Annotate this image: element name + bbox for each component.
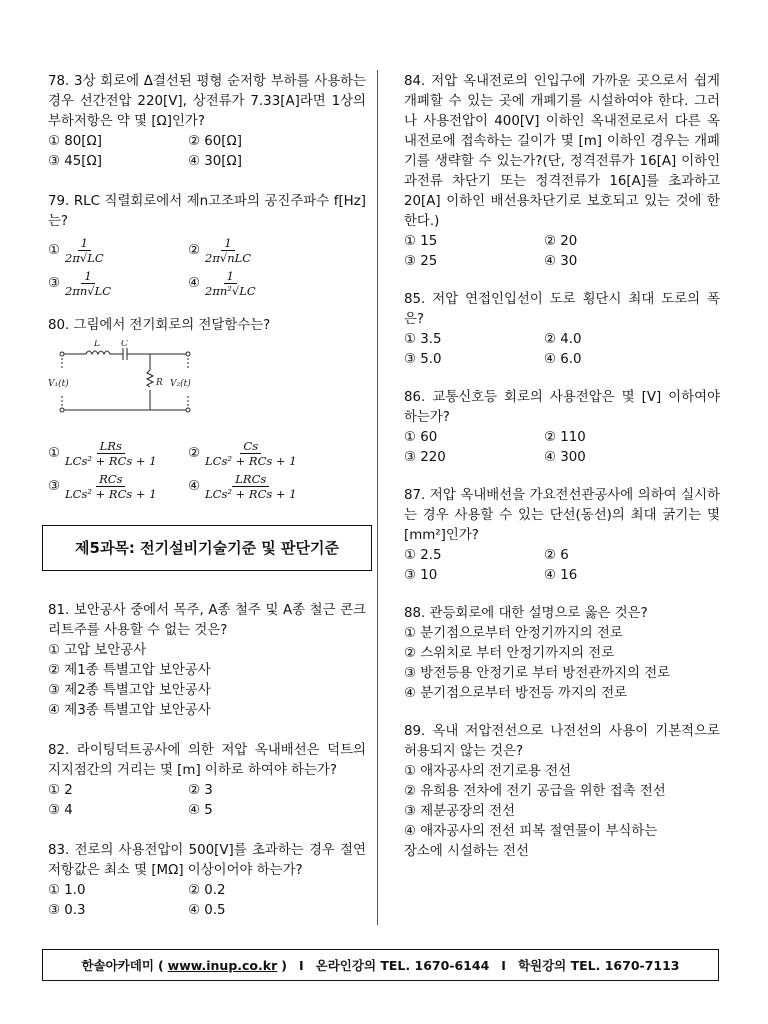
option-1[interactable]: ① 애자공사의 전기로용 전선 xyxy=(404,764,572,779)
option-mark: ② xyxy=(188,445,201,461)
numerator: RCs xyxy=(96,472,125,487)
denominator: 2π√nLC xyxy=(205,251,252,265)
option-3[interactable]: ③ 220 xyxy=(404,450,446,465)
option-4[interactable]: ④ 300 xyxy=(544,450,586,465)
option-1[interactable]: ① 분기점으로부터 안정기까지의 전로 xyxy=(404,626,623,641)
fraction xyxy=(202,472,300,501)
denominator: LCs² + RCs + 1 xyxy=(65,454,157,468)
option-4[interactable]: ④ 0.5 xyxy=(188,903,226,918)
option-list xyxy=(404,330,720,370)
option-4[interactable]: ④ 6.0 xyxy=(544,352,582,367)
option-2[interactable]: ② 3 xyxy=(188,783,213,798)
footer-separator: I xyxy=(501,957,506,973)
option-4[interactable] xyxy=(188,269,366,298)
question-text: 80. 그림에서 전기회로의 전달함수는? xyxy=(48,318,271,333)
numerator: Cs xyxy=(240,439,261,454)
denominator: LCs² + RCs + 1 xyxy=(205,487,297,501)
resistor-label: R xyxy=(156,378,163,388)
option-3[interactable]: ③ 4 xyxy=(48,803,73,818)
option-2[interactable]: ② 20 xyxy=(544,234,578,249)
option-2[interactable]: ② 제1종 특별고압 보안공사 xyxy=(48,663,211,678)
option-1[interactable]: ① 3.5 xyxy=(404,332,442,347)
option-list xyxy=(48,781,366,821)
right-column xyxy=(404,72,720,876)
input-voltage-label: V₁(t) xyxy=(48,379,69,389)
footer-website-link[interactable]: www.inup.co.kr xyxy=(167,957,278,973)
option-mark: ① xyxy=(48,445,61,461)
question-text: 81. 보안공사 중에서 목주, A종 철주 및 A종 철근 콘크리트주를 사용할 수 없는 것은? xyxy=(48,603,366,638)
left-column xyxy=(48,72,366,935)
section-title: 제5과목: 전기설비기술기준 및 판단기준 xyxy=(42,525,372,571)
option-2[interactable]: ② 스위치로 부터 안정기까지의 전로 xyxy=(404,646,615,661)
option-mark: ② xyxy=(188,242,201,258)
question-text: 85. 저압 연접인입선이 도로 횡단시 최대 도로의 폭은? xyxy=(404,292,720,327)
option-1[interactable]: ① 고압 보안공사 xyxy=(48,643,147,658)
option-1[interactable]: ① 60 xyxy=(404,430,438,445)
option-1[interactable]: ① 15 xyxy=(404,234,438,249)
option-2[interactable] xyxy=(188,439,366,468)
question-85 xyxy=(404,290,720,370)
question-text: 87. 저압 옥내배선을 가요전선관공사에 의하여 실시하는 경우 사용할 수 있는 단선(동선)의 최대 굵기는 몇 [mm²]인가? xyxy=(404,488,720,543)
denominator: LCs² + RCs + 1 xyxy=(205,454,297,468)
option-list xyxy=(48,881,366,921)
option-mark: ① xyxy=(48,242,61,258)
question-81 xyxy=(48,601,366,721)
option-list xyxy=(48,439,366,501)
question-86 xyxy=(404,388,720,468)
option-3[interactable]: ③ 5.0 xyxy=(404,352,442,367)
option-3[interactable]: ③ 10 xyxy=(404,568,438,583)
question-text: 88. 관등회로에 대한 설명으로 옳은 것은? xyxy=(404,606,648,621)
option-mark: ③ xyxy=(48,478,61,494)
option-1[interactable] xyxy=(48,439,188,468)
fraction xyxy=(202,439,300,468)
question-87 xyxy=(404,486,720,586)
option-1[interactable]: ① 1.0 xyxy=(48,883,86,898)
numerator: 1 xyxy=(81,269,94,284)
footer-separator: I xyxy=(298,957,304,973)
fraction xyxy=(202,236,254,265)
output-voltage-label: V₂(t) xyxy=(170,379,191,389)
question-text: 83. 전로의 사용전압이 500[V]를 초과하는 경우 절연저항값은 최소 몇 [MΩ] 이상이어야 하는가? xyxy=(48,843,366,878)
fraction xyxy=(202,269,259,298)
footer-brand: 한솔아카데미 xyxy=(81,958,154,973)
option-3[interactable]: ③ 0.3 xyxy=(48,903,86,918)
option-1[interactable] xyxy=(48,236,188,265)
option-2[interactable]: ② 4.0 xyxy=(544,332,582,347)
option-4[interactable] xyxy=(188,472,366,501)
option-3[interactable]: ③ 제2종 특별고압 보안공사 xyxy=(48,683,211,698)
question-79 xyxy=(48,192,366,298)
question-text: 79. RLC 직렬회로에서 제n고조파의 공진주파수 f[Hz]는? xyxy=(48,194,366,229)
option-4[interactable]: ④ 16 xyxy=(544,568,578,583)
question-text: 82. 라이팅덕트공사에 의한 저압 옥내배선은 덕트의 지지점간의 거리는 몇 [m] 이하로 하여야 하는가? xyxy=(48,743,366,778)
question-78 xyxy=(48,72,366,172)
option-1[interactable]: ① 80[Ω] xyxy=(48,134,102,149)
question-83 xyxy=(48,841,366,921)
denominator: 2πn√LC xyxy=(65,284,112,298)
option-2[interactable]: ② 유희용 전차에 전기 공급을 위한 접촉 전선 xyxy=(404,784,666,799)
numerator: 1 xyxy=(224,269,237,284)
inductor-symbol xyxy=(86,351,110,354)
numerator: LRCs xyxy=(232,472,269,487)
numerator: 1 xyxy=(78,236,91,251)
option-3[interactable]: ③ 25 xyxy=(404,254,438,269)
denominator: 2π√LC xyxy=(65,251,104,265)
option-2[interactable] xyxy=(188,236,366,265)
option-3[interactable]: ③ 45[Ω] xyxy=(48,154,102,169)
option-list xyxy=(48,132,366,172)
fraction xyxy=(62,472,160,501)
option-4[interactable]: ④ 애자공사의 전선 피복 절연물이 부식하는 장소에 시설하는 전선 xyxy=(404,824,658,859)
question-88 xyxy=(404,604,720,704)
option-2[interactable]: ② 6 xyxy=(544,548,569,563)
option-1[interactable]: ① 2.5 xyxy=(404,548,442,563)
question-text: 78. 3상 회로에 Δ결선된 평형 순저항 부하를 사용하는 경우 선간전압 220[V], 상전류가 7.33[A]라면 1상의 부하저항은 약 몇 [Ω]인가? xyxy=(48,74,366,129)
option-mark: ③ xyxy=(48,275,61,291)
numerator: 1 xyxy=(221,236,234,251)
option-2[interactable]: ② 110 xyxy=(544,430,586,445)
option-list xyxy=(404,624,720,704)
footer-academy-phone: 학원강의 TEL. 1670-7113 xyxy=(517,958,680,973)
resistor-symbol xyxy=(147,370,153,387)
capacitor-label: C xyxy=(121,340,128,349)
option-list xyxy=(48,236,366,298)
footer-online-phone: 온라인강의 TEL. 1670-6144 xyxy=(315,958,490,973)
option-4[interactable]: ④ 분기점으로부터 방전등 까지의 전로 xyxy=(404,686,628,701)
option-4[interactable]: ④ 30 xyxy=(544,254,578,269)
column-divider xyxy=(377,70,378,925)
question-text: 84. 저압 옥내전로의 인입구에 가까운 곳으로서 쉽게 개폐할 수 있는 곳에 개폐기를 시설하여야 한다. 그러나 사용전압이 400[V] 이하인 옥내전로로서 다른 옥내전로에 접속하는 길이가 몇 [m] 이하인 경우는 개폐기를 생략할 수 있는가?(단, 정격전류가 16[A] 이하인 과전류 차단기 또는 정격전류가 16[A]를 초과하고 20[A] 이하인 배선용차단기로 보호되고 있는 것에 한한다.) xyxy=(404,74,720,229)
option-list xyxy=(48,641,366,721)
option-3[interactable] xyxy=(48,472,188,501)
option-1[interactable]: ① 2 xyxy=(48,783,73,798)
question-84 xyxy=(404,72,720,272)
option-list xyxy=(404,546,720,586)
option-list xyxy=(404,762,720,862)
option-3[interactable]: ③ 제분공장의 전선 xyxy=(404,804,516,819)
option-4[interactable]: ④ 제3종 특별고압 보안공사 xyxy=(48,703,211,718)
fraction xyxy=(62,236,107,265)
option-4[interactable]: ④ 5 xyxy=(188,803,213,818)
footer-bar: 한솔아카데미 ( www.inup.co.kr ) I 온라인강의 TEL. 1670-6144 I 학원강의 TEL. 1670-7113 xyxy=(42,949,719,981)
option-mark: ④ xyxy=(188,275,201,291)
option-3[interactable]: ③ 방전등용 안정기로 부터 방전관까지의 전로 xyxy=(404,666,671,681)
question-80 xyxy=(48,316,366,501)
option-list xyxy=(404,232,720,272)
question-89 xyxy=(404,722,720,862)
question-text: 89. 옥내 저압전선으로 나전선의 사용이 기본적으로 허용되지 않는 것은? xyxy=(404,724,720,759)
option-4[interactable]: ④ 30[Ω] xyxy=(188,154,242,169)
inductor-label: L xyxy=(94,340,100,349)
fraction xyxy=(62,269,114,298)
option-2[interactable]: ② 0.2 xyxy=(188,883,226,898)
numerator: LRs xyxy=(97,439,125,454)
denominator: 2πn²√LC xyxy=(205,284,256,298)
question-82 xyxy=(48,741,366,821)
option-3[interactable] xyxy=(48,269,188,298)
option-2[interactable]: ② 60[Ω] xyxy=(188,134,242,149)
denominator: LCs² + RCs + 1 xyxy=(65,487,157,501)
rlc-circuit-diagram xyxy=(48,340,208,422)
option-list xyxy=(404,428,720,468)
question-text: 86. 교통신호등 회로의 사용전압은 몇 [V] 이하여야 하는가? xyxy=(404,390,720,425)
fraction xyxy=(62,439,160,468)
option-mark: ④ xyxy=(188,478,201,494)
